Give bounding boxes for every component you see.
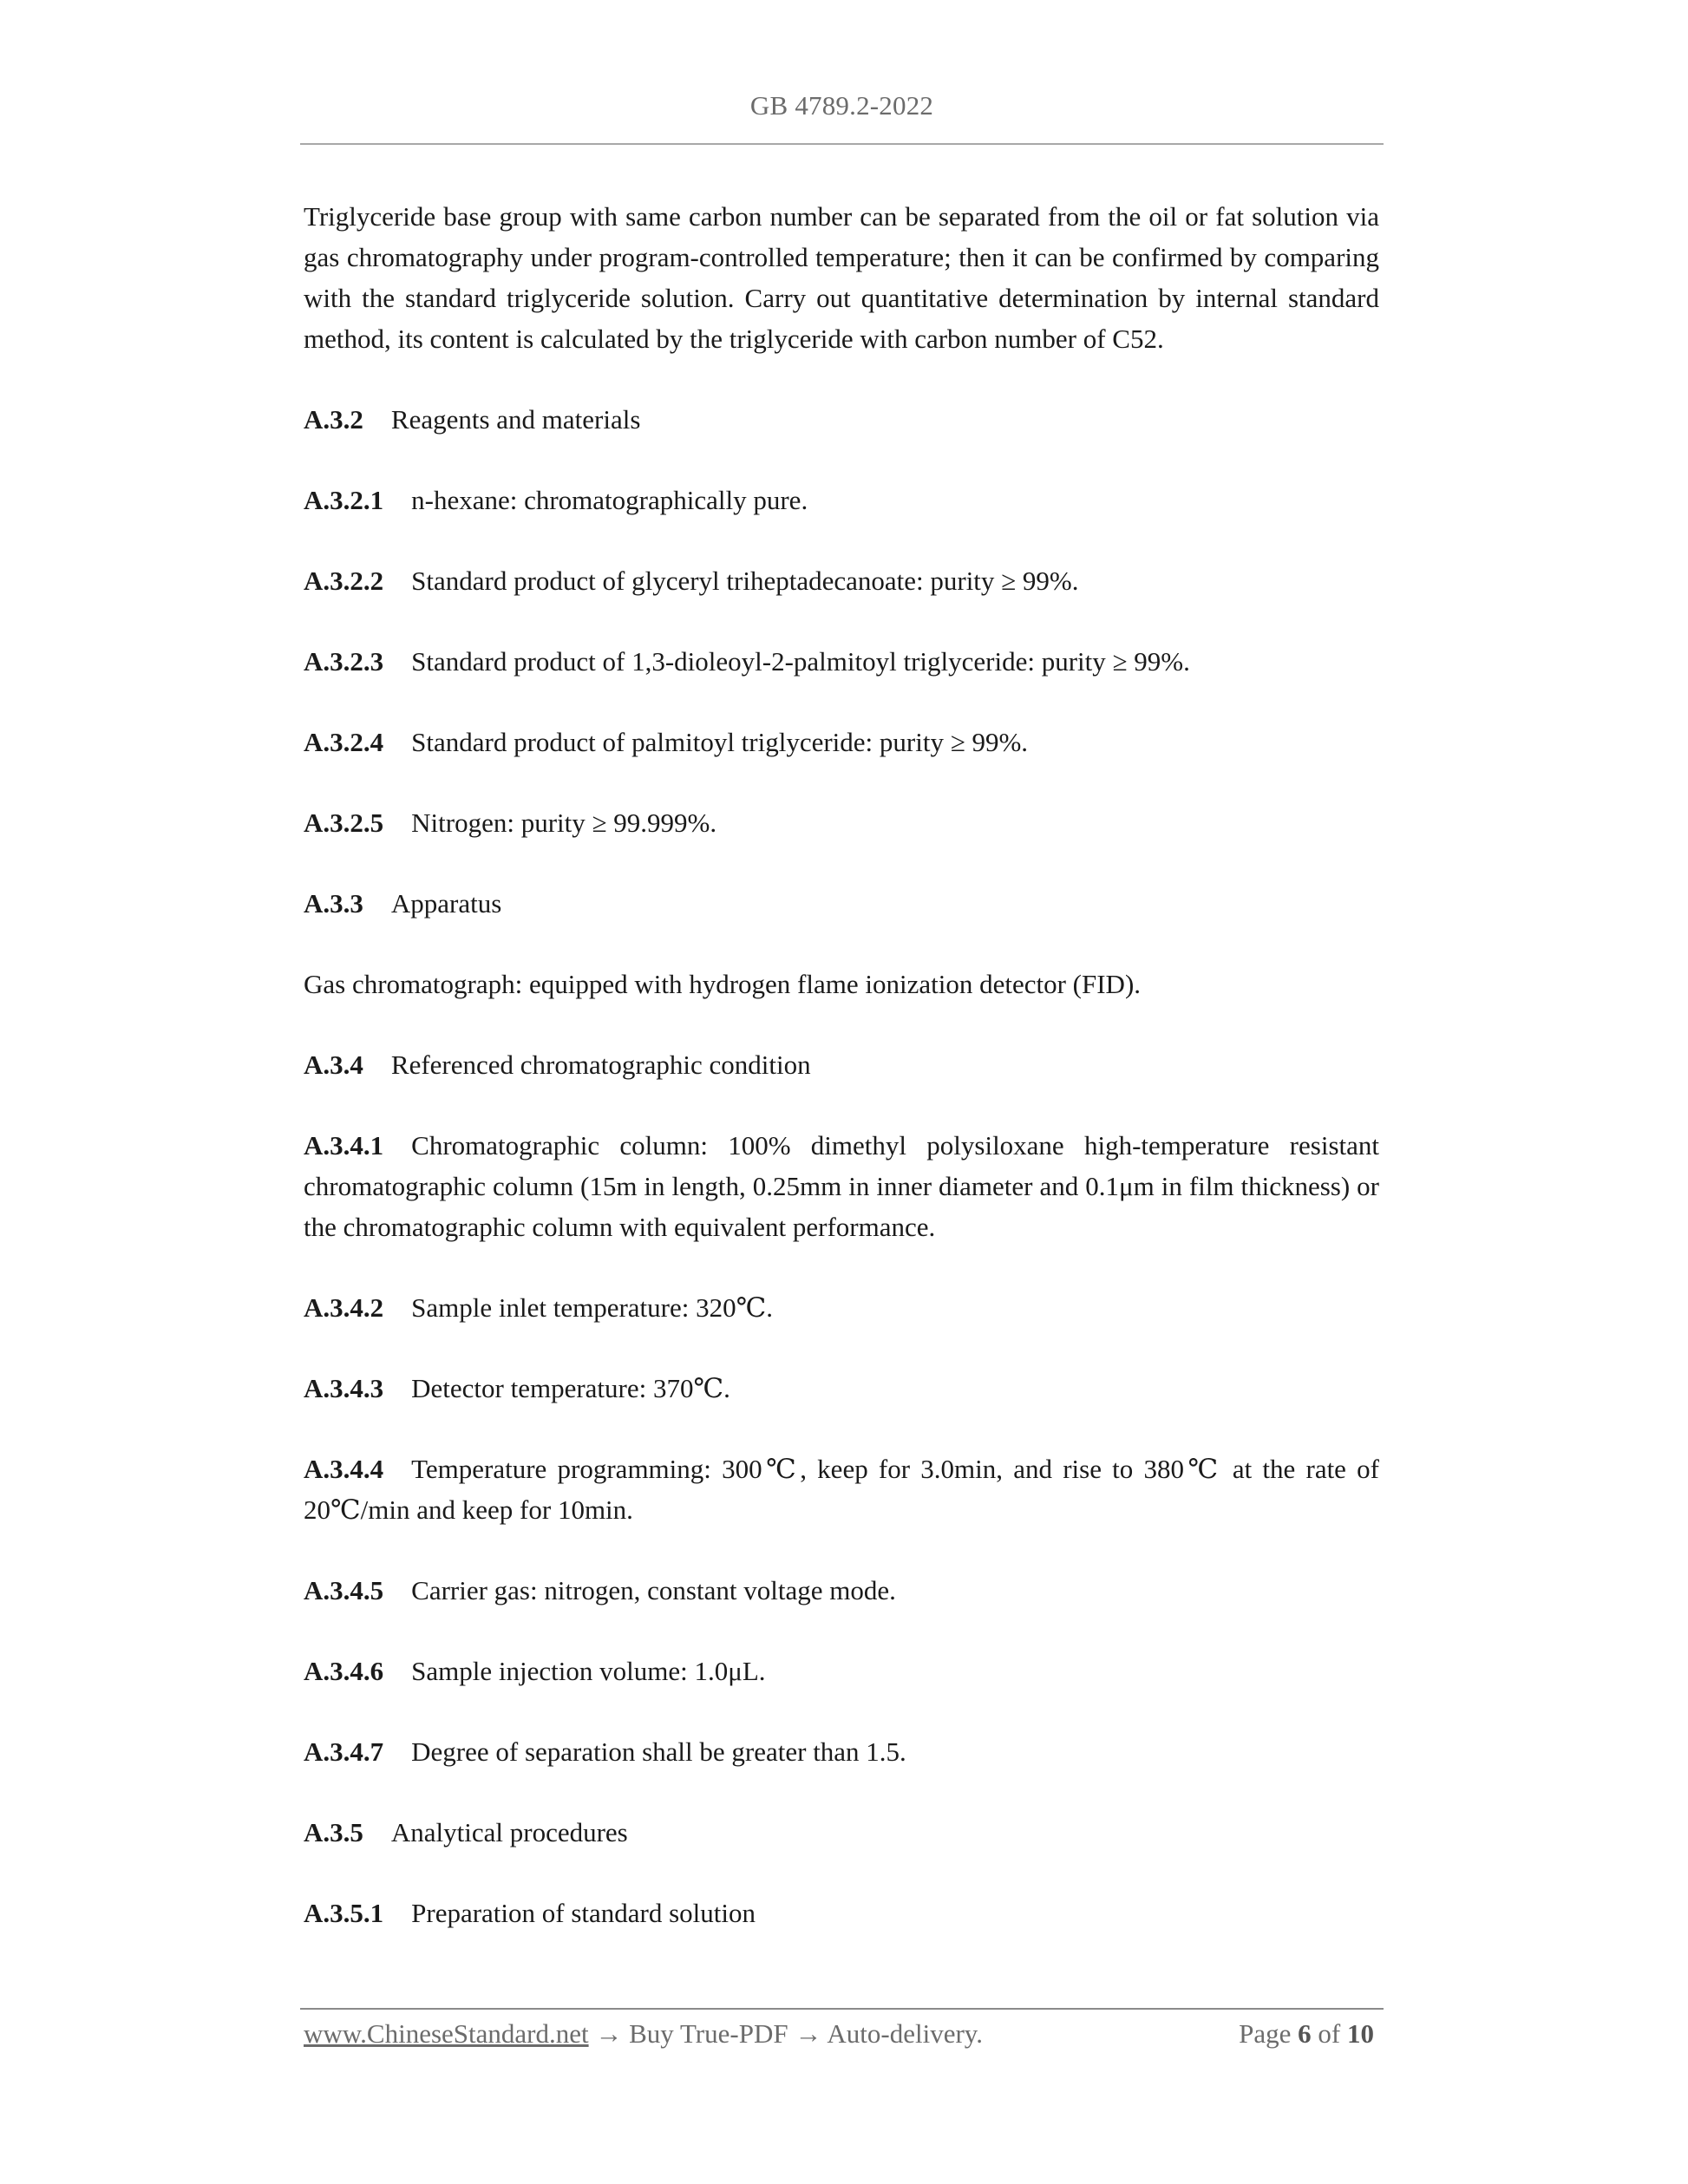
section-a-3-4-7 xyxy=(304,1731,1379,1772)
section-a-3-4-1 xyxy=(304,1125,1379,1247)
section-text: Temperature programming: 300℃, keep for 3.0min, and rise to 380℃ at the rate of 20℃/min and keep for 10min. xyxy=(304,1454,1379,1525)
section-a-3-4 xyxy=(304,1044,1379,1085)
header-divider xyxy=(300,143,1384,145)
page-current: 6 xyxy=(1298,2018,1312,2049)
section-number: A.3.4.2 xyxy=(304,1292,384,1323)
section-text: Preparation of standard solution xyxy=(411,1898,756,1928)
section-a-3-4-2 xyxy=(304,1287,1379,1328)
section-a-3-2-2 xyxy=(304,560,1379,601)
section-text: Analytical procedures xyxy=(390,1817,628,1847)
section-text: Apparatus xyxy=(390,888,502,919)
section-text: Standard product of glyceryl triheptadecanoate: purity ≥ 99%. xyxy=(411,566,1079,596)
page-header-title: GB 4789.2-2022 xyxy=(749,90,934,121)
section-number: A.3.2.2 xyxy=(304,566,384,596)
section-text: Nitrogen: purity ≥ 99.999%. xyxy=(411,808,717,838)
section-a-3-5-1 xyxy=(304,1893,1379,1933)
section-number: A.3.2 xyxy=(304,404,363,435)
section-a-3-4-6 xyxy=(304,1651,1379,1691)
arrow-right-icon: → xyxy=(595,2018,623,2049)
section-a-3-4-3 xyxy=(304,1368,1379,1409)
apparatus-paragraph: Gas chromatograph: equipped with hydrogen flame ionization detector (FID). xyxy=(304,969,1142,999)
section-number: A.3.5 xyxy=(304,1817,363,1847)
page-word: Page xyxy=(1239,2018,1292,2049)
arrow-right-icon: → xyxy=(795,2018,822,2049)
section-a-3-4-4 xyxy=(304,1448,1379,1530)
section-number: A.3.2.1 xyxy=(304,485,384,515)
section-text: Standard product of palmitoyl triglyceride: purity ≥ 99%. xyxy=(411,727,1029,757)
section-text: Standard product of 1,3-dioleoyl-2-palmitoyl triglyceride: purity ≥ 99%. xyxy=(411,646,1190,677)
auto-delivery-text: Auto-delivery. xyxy=(827,2018,984,2049)
section-a-3-2-3 xyxy=(304,641,1379,682)
section-a-3-2-4 xyxy=(304,722,1379,762)
section-number: A.3.4.6 xyxy=(304,1656,384,1686)
chinesestandard-link[interactable]: www.ChineseStandard.net xyxy=(304,2018,589,2049)
section-text: Reagents and materials xyxy=(390,404,641,435)
section-text: Chromatographic column: 100% dimethyl polysiloxane high-temperature resistant chromatographic column (15m in length, 0.25mm in inner diameter and 0.1μm in film thickness) or the chromatographic column with equivalent performance. xyxy=(304,1130,1379,1242)
section-number: A.3.4.1 xyxy=(304,1130,384,1161)
document-body xyxy=(304,196,1379,1933)
section-number: A.3.4 xyxy=(304,1049,363,1080)
section-number: A.3.3 xyxy=(304,888,363,919)
page-indicator xyxy=(1239,2014,1374,2054)
section-number: A.3.2.4 xyxy=(304,727,384,757)
section-a-3-2-5 xyxy=(304,802,1379,843)
of-word: of xyxy=(1318,2018,1341,2049)
intro-paragraph: Triglyceride base group with same carbon number can be separated from the oil or fat solution via gas chromatography under program-controlled temperature; then it can be confirmed by comparing with the standard triglyceride solution. Carry out quantitative determination by internal standard method, its content is calculated by the triglyceride with carbon number of C52. xyxy=(304,201,1379,354)
section-text: Carrier gas: nitrogen, constant voltage mode. xyxy=(411,1575,896,1605)
section-text: Degree of separation shall be greater than 1.5. xyxy=(411,1736,906,1767)
section-number: A.3.2.5 xyxy=(304,808,384,838)
section-text: Sample inlet temperature: 320℃. xyxy=(411,1292,774,1323)
section-a-3-2-1 xyxy=(304,480,1379,520)
section-number: A.3.4.7 xyxy=(304,1736,384,1767)
footer-divider xyxy=(300,2008,1384,2010)
buy-true-pdf-text: Buy True-PDF xyxy=(629,2018,788,2049)
section-number: A.3.4.3 xyxy=(304,1373,384,1403)
section-number: A.3.4.4 xyxy=(304,1454,384,1484)
section-text: Detector temperature: 370℃. xyxy=(411,1373,730,1403)
section-a-3-5 xyxy=(304,1812,1379,1853)
section-number: A.3.5.1 xyxy=(304,1898,384,1928)
footer-promo xyxy=(304,2014,983,2054)
section-number: A.3.4.5 xyxy=(304,1575,384,1605)
page-total: 10 xyxy=(1347,2018,1374,2049)
section-text: n-hexane: chromatographically pure. xyxy=(411,485,808,515)
section-a-3-4-5 xyxy=(304,1570,1379,1611)
section-text: Sample injection volume: 1.0μL. xyxy=(411,1656,766,1686)
section-a-3-2 xyxy=(304,399,1379,440)
section-a-3-3 xyxy=(304,883,1379,924)
section-number: A.3.2.3 xyxy=(304,646,384,677)
section-text: Referenced chromatographic condition xyxy=(390,1049,811,1080)
